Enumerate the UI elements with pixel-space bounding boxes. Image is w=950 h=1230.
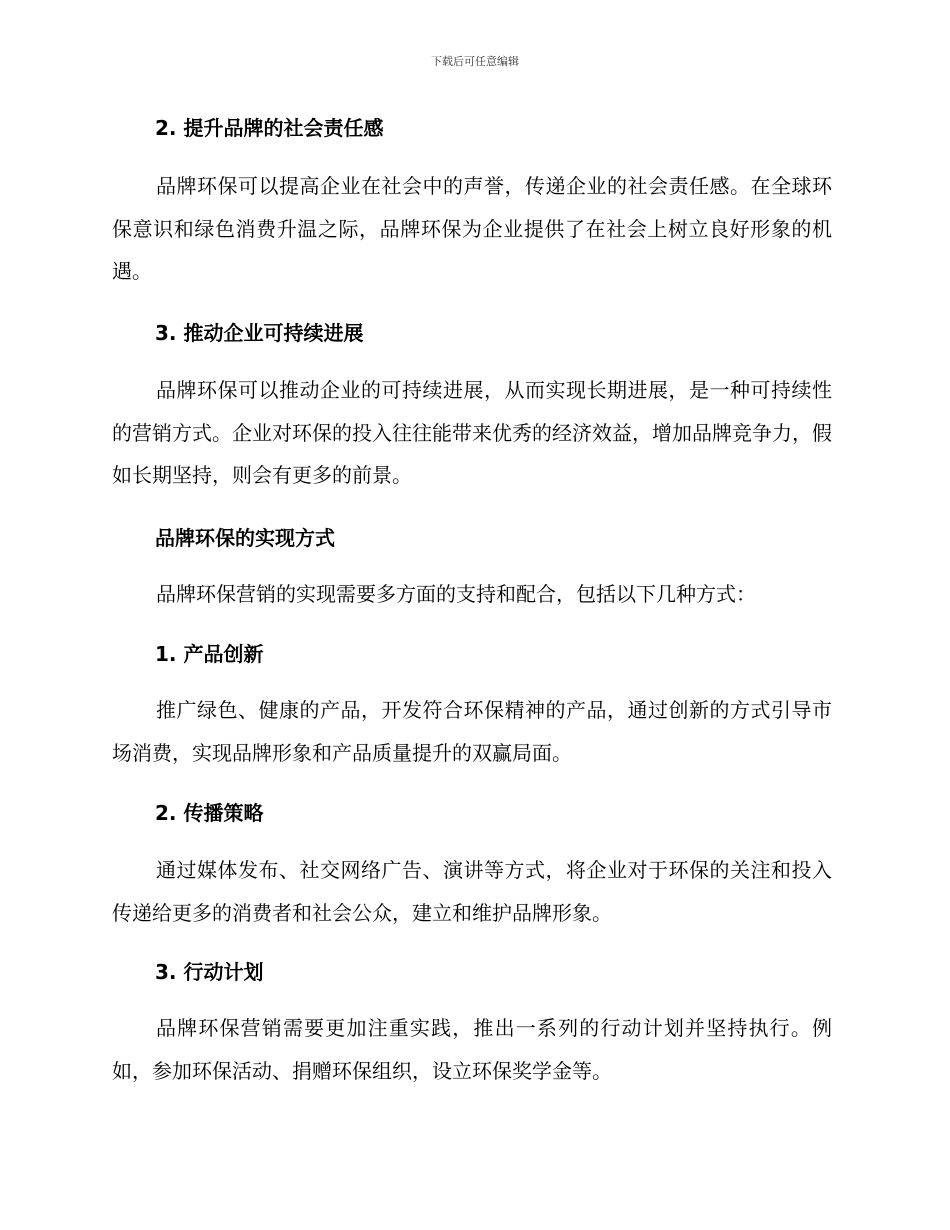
section-paragraph-social-responsibility: 品牌环保可以提高企业在社会中的声誉，传递企业的社会责任感。在全球环保意识和绿色消费升温之际，品牌环保为企业提供了在社会上树立良好形象的机遇。	[112, 174, 832, 283]
section-paragraph-product-innovation: 推广绿色、健康的产品，开发符合环保精神的产品，通过创新的方式引导市场消费，实现品牌形象和产品质量提升的双赢局面。	[112, 698, 832, 765]
section-heading-product-innovation: 1. 产品创新	[155, 642, 264, 666]
section-heading-action-plan: 3. 行动计划	[155, 960, 264, 984]
section-heading-implementation-methods: 品牌环保的实现方式	[155, 526, 335, 550]
section-paragraph-sustainable-development: 品牌环保可以推动企业的可持续进展，从而实现长期进展，是一种可持续性的营销方式。企业对环保的投入往往能带来优秀的经济效益，增加品牌竞争力，假如长期坚持，则会有更多的前景。	[112, 378, 832, 487]
section-paragraph-action-plan: 品牌环保营销需要更加注重实践，推出一系列的行动计划并坚持执行。例如，参加环保活动、捐赠环保组织，设立环保奖学金等。	[112, 1016, 832, 1083]
section-heading-communication-strategy: 2. 传播策略	[155, 801, 264, 825]
page-header: 下载后可任意编辑	[431, 55, 519, 68]
section-heading-social-responsibility: 2. 提升品牌的社会责任感	[155, 116, 384, 140]
section-heading-sustainable-development: 3. 推动企业可持续进展	[155, 321, 364, 345]
section-paragraph-implementation-methods: 品牌环保营销的实现需要多方面的支持和配合，包括以下几种方式：	[156, 582, 756, 606]
section-paragraph-communication-strategy: 通过媒体发布、社交网络广告、演讲等方式，将企业对于环保的关注和投入传递给更多的消费者和社会公众，建立和维护品牌形象。	[112, 858, 832, 925]
